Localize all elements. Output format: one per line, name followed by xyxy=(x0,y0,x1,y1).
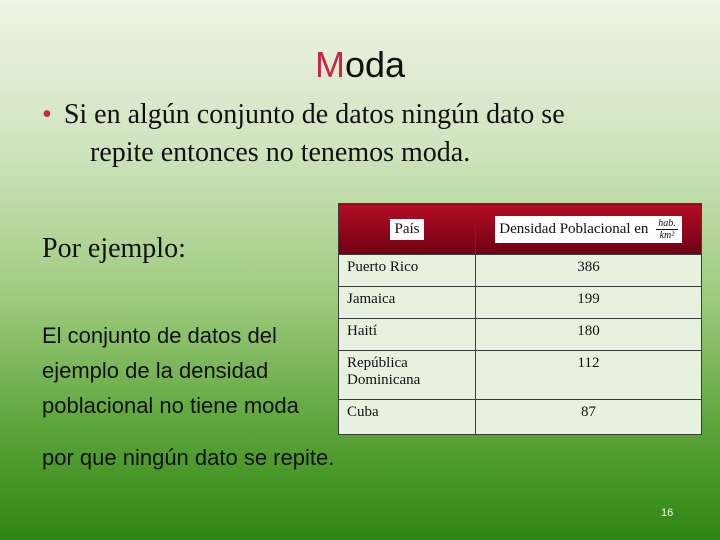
header-density-box xyxy=(495,216,681,243)
density-table xyxy=(338,203,702,435)
bullet-text-line1: Si en algún conjunto de datos ningún dato se xyxy=(63,99,565,130)
table-header-row xyxy=(339,204,702,255)
unit-denominator: km² xyxy=(659,229,675,241)
cell-country: Haití xyxy=(339,319,476,351)
bullet-text-line2: repite entonces no tenemos moda. xyxy=(90,137,471,168)
cell-density: 87 xyxy=(476,400,702,435)
bullet-icon: • xyxy=(42,99,52,130)
slide-title-initial: M xyxy=(314,44,345,85)
table-row xyxy=(339,255,702,287)
cell-density: 199 xyxy=(476,287,702,319)
unit-fraction xyxy=(656,218,678,241)
cell-density: 386 xyxy=(476,255,702,287)
cell-country: República Dominicana xyxy=(339,351,476,400)
cell-country: Cuba xyxy=(339,400,476,435)
page-number: 16 xyxy=(661,507,674,519)
table-row xyxy=(339,287,702,319)
example-label: Por ejemplo: xyxy=(42,233,186,264)
example-text: El conjunto de datos del ejemplo de la densidad poblacional no tiene moda xyxy=(42,323,299,418)
cell-density: 180 xyxy=(476,319,702,351)
cell-country: Jamaica xyxy=(339,287,476,319)
unit-numerator: hab. xyxy=(658,217,676,229)
conclusion-text: por que ningún dato se repite. xyxy=(42,445,335,470)
header-country-label: País xyxy=(390,219,423,240)
slide-title xyxy=(0,44,720,86)
table-row xyxy=(339,351,702,400)
slide-title-rest: oda xyxy=(344,44,406,85)
bullet-point xyxy=(42,96,682,172)
header-density xyxy=(476,204,702,255)
table-row xyxy=(339,400,702,435)
table-row xyxy=(339,319,702,351)
cell-country: Puerto Rico xyxy=(339,255,476,287)
header-country xyxy=(339,204,476,255)
cell-density: 112 xyxy=(476,351,702,400)
header-density-label: Densidad Poblacional en xyxy=(499,220,649,237)
